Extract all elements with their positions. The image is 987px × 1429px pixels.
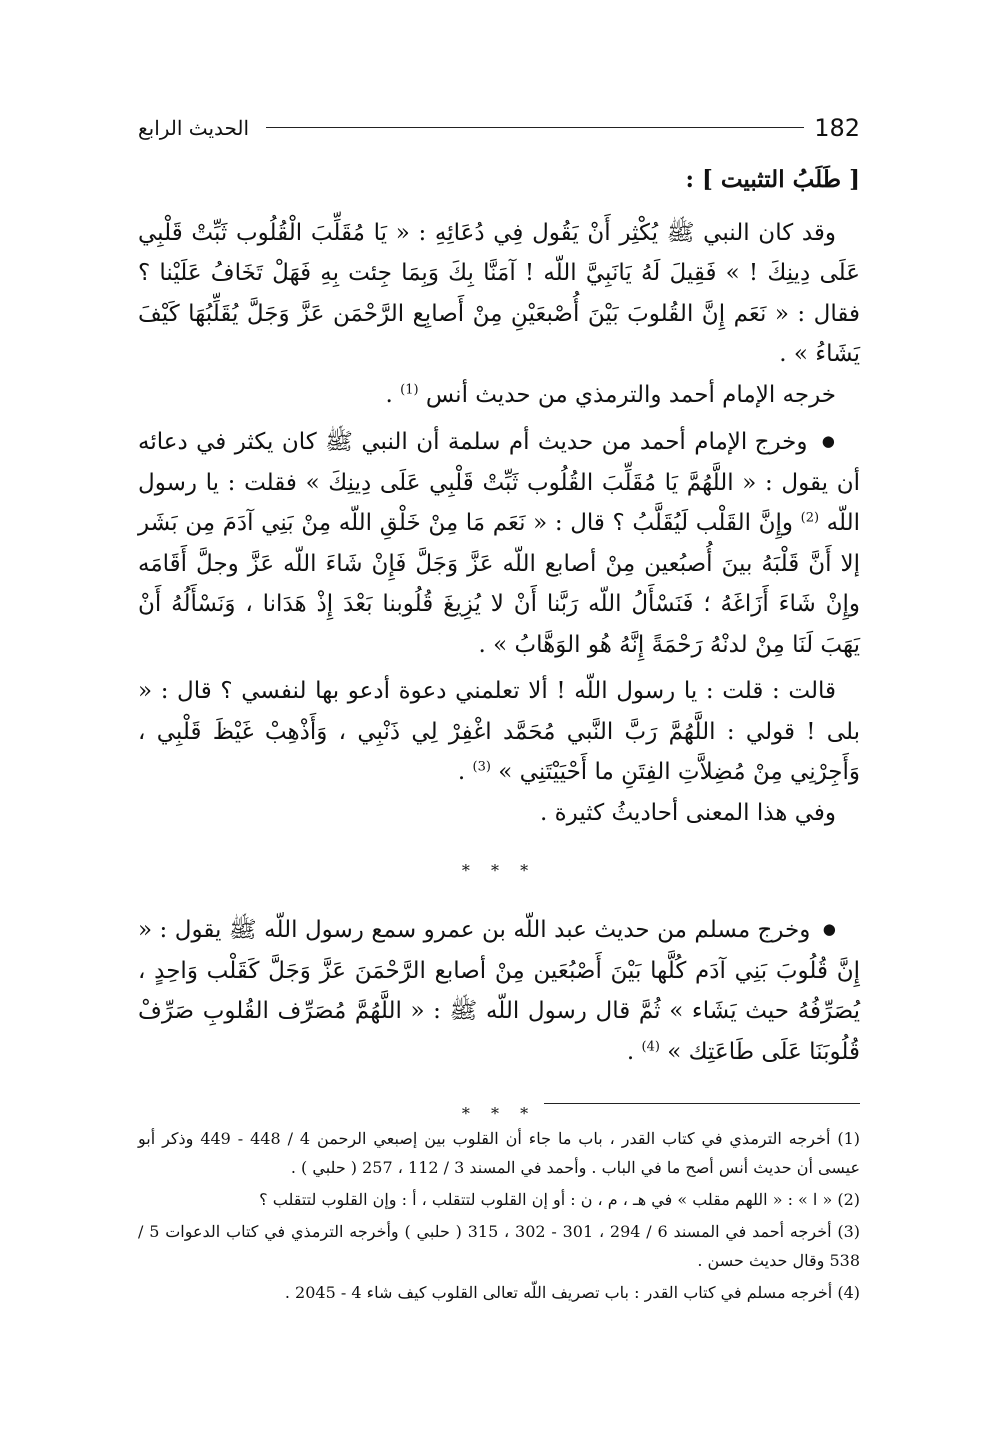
paragraph-6-end: . <box>626 1038 635 1065</box>
footnote-ref-3: (3) <box>472 759 491 775</box>
footnote-3: (3) أخرجه أحمد في المسند 6 / 294 ، 301 - 302 ، 315 ( حلبي ) وأخرجه الترمذي في كتاب الدعوات 5 / 538 وقال حديث حسن . <box>138 1222 861 1270</box>
paragraph-3-text-a: وخرج الإمام أحمد من حديث أم سلمة أن النبي ﷺ كان يكثر في دعائه أن يقول : « اللَّهُمَّ يَا مُقَلِّبَ القُلُوب ثَبِّتْ قَلْبِي عَلَى دِينِكَ » فقلت : يا رسول اللّه <box>138 429 861 536</box>
footnote-ref-4: (4) <box>641 1038 660 1054</box>
page-number: 182 <box>814 114 860 142</box>
paragraph-3-text-b: وإِنَّ القَلْب لَيُقَلَّبُ ؟ قال : « نَعَم مَا مِنْ خَلْقِ اللّه مِنْ بَنِي آدَمَ مِن بَشَر إلا أَنَّ قَلْبَهُ بينَ أُصبُعين مِنْ أصابع اللّه عَزَّ وَجَلَّ فَإِنْ شَاءَ اللّه عَزَّ وجلَّ أَقَامَه وإِنْ شَاءَ أَزَاغَهُ ؛ فَنَسْأَلُ اللّه رَبَّنا أَنْ لا يُزِيغَ قُلُوبنا بَعْدَ إِذْ هَدَانا ، وَنَسْأَلُهُ أَنْ يَهَبَ لَنَا مِنْ لدنْهُ رَحْمَةً إِنَّهُ هُو الوَهَّابُ » . <box>138 510 860 658</box>
paragraph-2 <box>138 375 860 416</box>
paragraph-5: وفي هذا المعنى أحاديثُ كثيرة . <box>539 799 836 826</box>
paragraph-2-end: . <box>385 381 393 408</box>
header-rule <box>266 127 804 128</box>
section-heading: [ طَلَبُ التثبيت ] : <box>685 166 860 193</box>
chapter-title: الحديث الرابع <box>138 116 250 140</box>
footnotes <box>138 1124 860 1310</box>
paragraph-2-text: خرجه الإمام أحمد والترمذي من حديث أنس <box>425 381 836 408</box>
paragraph-1: وقد كان النبي ﷺ يُكْثِر أَنْ يَقُول فِي دُعَائِهِ : « يَا مُقَلِّبَ الْقُلُوب ثَبِّتْ قَلْبِي عَلَى دِينِكَ ! » فَقِيلَ لَهُ يَانَبِيَّ اللّه ! آمَنَّا بِكَ وَبِمَا جِئت بِهِ فَهَلْ تَخَافُ عَلَيْنا ؟ فقال : « نَعَم إِنَّ القُلوبَ بَيْنَ أُصْبعَيْنِ مِنْ أَصابِع الرَّحْمَن عَزَّ وَجَلَّ يُقَلِّبُهَا كَيْفَ يَشَاءُ » . <box>138 219 860 367</box>
paragraph-6-text: وخرج مسلم من حديث عبد اللّه بن عمرو سمع رسول اللّه ﷺ يقول : « إِنَّ قُلُوبَ بَنِي آدَم كُلَّها بَيْنَ أَصْبُعَين مِنْ أصابع الرَّحْمَنَ عَزَّ وَجَلَّ كَقَلْب وَاحِدٍ ، يُصَرِّفُهُ حيث يَشَاء » ثُمَّ قال رسول اللّه ﷺ : « اللَّهُمَّ مُصَرِّف القُلوبِ صَرِّفْ قُلُوبَنَا عَلَى طَاعَتِك » <box>138 917 860 1065</box>
paragraph-3 <box>138 421 860 665</box>
footnote-ref-1: (1) <box>400 381 419 397</box>
main-text <box>138 160 860 1152</box>
paragraph-4-text: قالت : قلت : يا رسول اللّه ! ألا تعلمني دعوة أدعو بها لنفسي ؟ قال : « بلى ! قولي : اللَّهُمَّ رَبَّ النَّبي مُحَمَّد اغْفِرْ لِي ذَنْبِي ، وَأَذْهِبْ غَيْظَ قَلْبِي ، وَأَجِرْنِي مِنْ مُضِلاَّتِ الفِتَنِ ما أَحْيَيْتَنِي » <box>138 678 860 785</box>
paragraph-4-end: . <box>457 759 466 785</box>
page-header <box>138 112 860 148</box>
footnote-4: (4) أخرجه مسلم في كتاب القدر : باب تصريف اللّه تعالى القلوب كيف شاء 4 - 2045 . <box>284 1283 860 1302</box>
footnote-rule <box>544 1103 860 1104</box>
section-separator-1: * * * <box>461 861 537 880</box>
paragraph-6 <box>138 909 860 1072</box>
footnote-1: (1) أخرجه الترمذي في كتاب القدر ، باب ما جاء أن القلوب بين إصبعي الرحمن 4 / 448 - 449 وذكر أبو عيسى أن حديث أنس أصح ما في الباب . وأحمد في المسند 3 / 112 ، 257 ( حلبي ) . <box>138 1129 861 1177</box>
paragraph-4 <box>138 671 860 793</box>
footnote-ref-2: (2) <box>800 510 820 526</box>
footnote-2: (2) « ا » : « اللهم مقلب » في هـ ، م ، ن : أو إن القلوب لتتقلب ، أ : وإن القلوب لتتقلب ؟ <box>259 1190 860 1209</box>
section-separator-2: * * * <box>461 1104 537 1123</box>
